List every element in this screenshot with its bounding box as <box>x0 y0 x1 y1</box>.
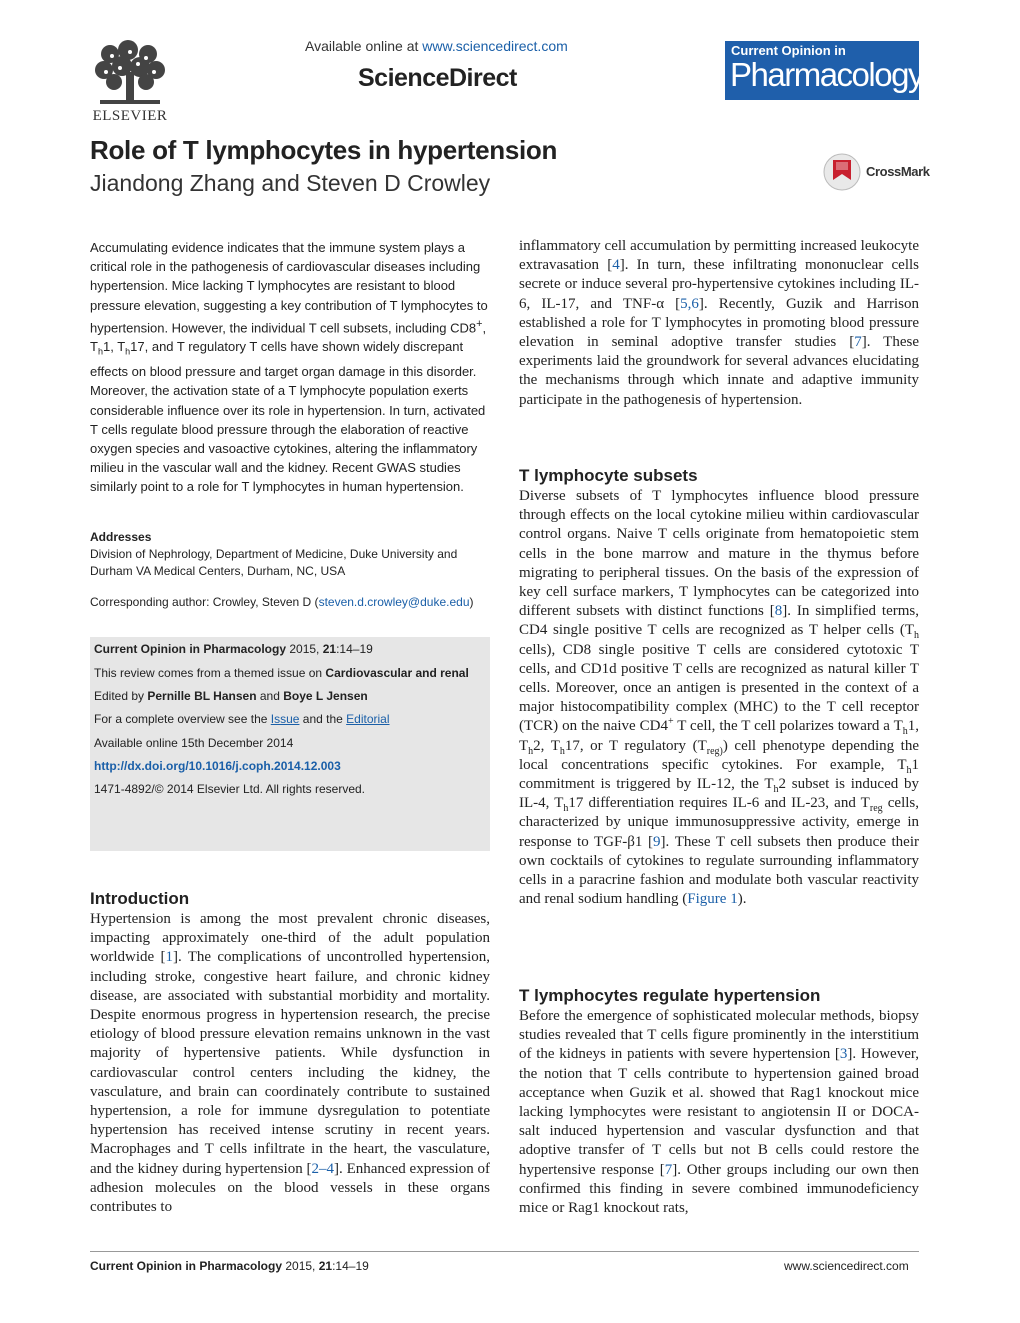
info-editors <box>94 689 368 703</box>
subscript-h: h <box>559 745 565 757</box>
info-themed <box>94 666 469 680</box>
info-edited-and: and <box>256 689 284 703</box>
reference-link[interactable]: 7 <box>664 1161 673 1178</box>
subsets-text-10: 2 subset is induced by IL-4, T <box>519 776 919 812</box>
figure-link[interactable]: Figure 1 <box>687 891 738 908</box>
info-overview-and: and the <box>299 712 347 726</box>
crossmark-badge[interactable] <box>822 152 930 192</box>
subsets-text-11: 17 differentiation requires IL-6 and IL-23, and T <box>568 795 870 812</box>
corresponding-suffix: ) <box>469 595 474 609</box>
reference-link[interactable]: 9 <box>652 833 661 850</box>
footer-pages: :14–19 <box>332 1259 369 1273</box>
right-text-2: ]. In turn, these infiltrating mononuclear cells secrete or induce several pro-hypertensive cytokines including IL-6, IL-17, and TNF-α [ <box>519 257 919 312</box>
subsets-text-14: ). <box>737 891 747 908</box>
introduction-heading: Introduction <box>90 889 190 908</box>
intro-text-3: ]. Enhanced expression of adhesion molecules on the blood vessels in these organs contributes to <box>90 1160 491 1216</box>
journal-logo-line2: Pharmacology <box>730 56 923 93</box>
available-prefix: Available online at <box>305 38 423 54</box>
elsevier-tree-icon <box>90 40 170 106</box>
journal-logo-line1: Current Opinion in <box>731 43 846 58</box>
reference-link[interactable]: 2–4 <box>311 1160 335 1177</box>
regulate-text-2: ]. However, the notion that T cells contribute to hypertension gained broad acceptance when Guzik et al. showed that Rag1 knockout mice lacking lymphocytes were resistant to angiotensin II or DOCA-salt induced hypertension and vascular dysfunction and that adoptive transfer of T cells but not B cells could restore the hypertensive response [ <box>519 1046 919 1178</box>
issue-link[interactable]: Issue <box>270 712 300 726</box>
regulate-text-1: Before the emergence of sophisticated molecular methods, biopsy studies revealed that T cells figure prominently in the interstitium of the kidneys in patients with severe hypertension [ <box>519 1008 919 1063</box>
abstract-text-1: Accumulating evidence indicates that the immune system plays a critical role in the pathogenesis of cardiovascular diseases including hypertension. Mice lacking T lymphocytes are resistant to blood pressure elevation, suggesting a key contribution of T lymphocytes to hypertension. However, the individual T cell subsets, including CD8 <box>90 240 488 336</box>
subsets-heading: T lymphocyte subsets <box>519 466 698 485</box>
corresponding-prefix: Corresponding author: Crowley, Steven D ( <box>90 595 319 609</box>
intro-text-2: ]. The complications of uncontrolled hypertension, including stroke, congestive heart failure, and chronic kidney disease, are associated with substantial morbidity and mortality. Despite enormous progress in hypertension research, the precise etiology of blood pressure elevation remains unknown in the vast majority of hypertensive patients. While dysfunction in cardiovascular control centers including the kidney, the vasculature, and brain can coordinately contribute to sustained hypertension, a role for immune dysregulation to potentiate hypertension has received intense scrutiny in recent years. Macrophages and T cells infiltrate in the heart, the vasculature, and the kidney during hypertension [ <box>90 949 491 1177</box>
info-copyright: 1471-4892/© 2014 Elsevier Ltd. All rights reserved. <box>94 782 365 796</box>
reference-link[interactable]: 3 <box>839 1046 848 1063</box>
subsets-text-9: 1 commitment is triggered by IL-12, the T <box>519 756 919 793</box>
journal-logo <box>725 41 923 100</box>
abstract-text-4: 17, and T regulatory T cells have shown widely discrepant effects on blood pressure and target organ damage in this disorder. Moreover, the activation state of a T lymphocyte population exerts considerable influence over its role in hypertension. In turn, activated T cells regulate blood pressure through the elaboration of reactive oxygen species and vasoactive cytokines, altering the inflammatory milieu in the vascular wall and the kidney. Recent GWAS studies similarly point to a role for T lymphocytes in human hypertension. <box>90 339 486 495</box>
footer-year: 2015, <box>282 1259 319 1273</box>
info-edited-prefix: Edited by <box>94 689 148 703</box>
regulate-text-3: ]. Other groups including our own then confirmed this finding in severe combined immunodeficiency mice or Rag1 knockout rats, <box>519 1161 919 1217</box>
footer-divider <box>90 1251 919 1252</box>
info-journal: Current Opinion in Pharmacology <box>94 642 287 656</box>
superscript-plus: + <box>667 716 674 728</box>
info-editor1: Pernille BL Hansen <box>147 689 257 703</box>
info-available-online: Available online 15th December 2014 <box>94 736 294 750</box>
subsets-text-2: ]. In simplified terms, CD4 single positive T cells are recognized as T helper cells (T <box>519 603 919 639</box>
subscript-h: h <box>906 764 912 776</box>
right-text-3: ]. Recently, Guzik and Harrison established a role for T lymphocytes in promoting blood pressure elevation in seminal adoptive transfer studies [ <box>519 295 919 351</box>
abstract-sub-h: h <box>97 346 103 357</box>
abstract-sub-h: h <box>125 346 131 357</box>
footer-url[interactable]: www.sciencedirect.com <box>784 1259 909 1273</box>
abstract-sup: + <box>476 317 483 330</box>
info-themed-prefix: This review comes from a themed issue on <box>94 666 326 680</box>
sciencedirect-wordmark: ScienceDirect <box>358 64 517 92</box>
info-overview <box>94 712 390 726</box>
info-editor2: Boye L Jensen <box>283 689 368 703</box>
abstract-text-2: , T <box>90 320 487 355</box>
article-authors: Jiandong Zhang and Steven D Crowley <box>90 170 491 196</box>
info-themed-topic: Cardiovascular and renal <box>325 666 469 680</box>
subsets-text-8: ) cell phenotype depending the local concentrations specific cytokines. For example, T <box>519 737 919 773</box>
info-pages: :14–19 <box>336 642 373 656</box>
abstract <box>90 238 488 497</box>
sciencedirect-link[interactable]: www.sciencedirect.com <box>422 38 568 54</box>
intro-text-1: Hypertension is among the most prevalent chronic diseases, impacting approximately one-third of the adult population worldwide [ <box>90 911 490 966</box>
right-text-1: inflammatory cell accumulation by permitting increased leukocyte extravasation [ <box>519 238 919 274</box>
subsets-text-6: 2, T <box>533 737 560 754</box>
footer-volume: 21 <box>318 1259 333 1273</box>
intro-continued-text <box>519 237 919 410</box>
reference-link[interactable]: 1 <box>165 949 173 966</box>
email-link[interactable]: steven.d.crowley@duke.edu <box>318 595 470 609</box>
subsets-text-12: cells, characterized by unique immunosuppressive activity, emerge in response to TGF-β1 [ <box>519 795 919 850</box>
reference-link[interactable]: 7 <box>854 334 862 351</box>
subsets-text-13: ]. These T cell subsets then produce their own cocktails of cytokines to regulate surrounding inflammatory cells in a paracrine fashion and modulate both vascular reactivity and renal sodium handling ( <box>519 833 919 908</box>
subsets-text-5: 1, T <box>519 718 919 754</box>
subscript-h: h <box>773 784 779 796</box>
info-citation <box>94 642 373 656</box>
info-overview-prefix: For a complete overview see the <box>94 712 271 726</box>
introduction-text <box>90 910 490 1217</box>
info-year: 2015, <box>286 642 323 656</box>
elsevier-logo <box>88 40 172 128</box>
elsevier-wordmark: ELSEVIER <box>92 108 168 124</box>
subscript-h: h <box>563 803 569 815</box>
subscript-h: h <box>914 630 919 642</box>
subscript-h: h <box>528 745 534 757</box>
regulate-text <box>519 1007 919 1218</box>
reference-link[interactable]: 5,6 <box>680 295 699 312</box>
crossmark-icon <box>822 152 862 192</box>
reference-link[interactable]: 8 <box>774 603 783 620</box>
corresponding-author <box>90 595 490 609</box>
available-online-line <box>305 38 568 54</box>
subsets-text <box>519 487 919 909</box>
subsets-text-4: T cell, the T cell polarizes toward a T <box>673 718 903 735</box>
article-info-box <box>90 637 490 851</box>
abstract-text-3: 1, T <box>102 339 126 355</box>
right-text-4: ]. These experiments laid the groundwork for several advances elucidating the mechanisms through which innate and adaptive immunity participate in the pathogenesis of hypertension. <box>519 334 919 408</box>
info-volume: 21 <box>322 642 337 656</box>
addresses-text: Division of Nephrology, Department of Medicine, Duke University and Durham VA Medical Centers, Durham, NC, USA <box>90 547 458 578</box>
subscript-h: h <box>902 726 908 738</box>
footer-journal: Current Opinion in Pharmacology <box>90 1259 283 1273</box>
subsets-text-1: Diverse subsets of T lymphocytes influence blood pressure through effects on the local cytokine milieu within cardiovascular control organs. Naive T cells originate from hematopoietic stem cells in the bone marrow and mature in the thymus before migrating to peripheral tissues. On the basis of the expression of key cell surface markers, T lymphocytes can be categorized into different subsets with distinct functions [ <box>519 488 919 620</box>
addresses-heading: Addresses <box>90 530 152 544</box>
subsets-text-3: cells), CD8 single positive T cells are considered cytotoxic T cells, and CD1d positive T cells are recognized as natural killer T cells. Moreover, once an antigen is presented in the context of a major histocompatibility complex (MHC) to the T cell receptor (TCR) on the naive CD4 <box>519 641 919 735</box>
article-title: Role of T lymphocytes in hypertension <box>90 135 558 165</box>
editorial-link[interactable]: Editorial <box>346 712 390 726</box>
subsets-text-7: 17, or T regulatory (T <box>564 737 707 754</box>
crossmark-label: CrossMark <box>866 164 930 179</box>
doi-link[interactable]: http://dx.doi.org/10.1016/j.coph.2014.12.003 <box>94 759 341 773</box>
footer-citation <box>90 1259 369 1273</box>
reference-link[interactable]: 4 <box>612 257 620 274</box>
regulate-heading: T lymphocytes regulate hypertension <box>519 986 821 1005</box>
subscript-reg: reg) <box>706 745 723 757</box>
subscript-reg: reg <box>869 803 883 815</box>
